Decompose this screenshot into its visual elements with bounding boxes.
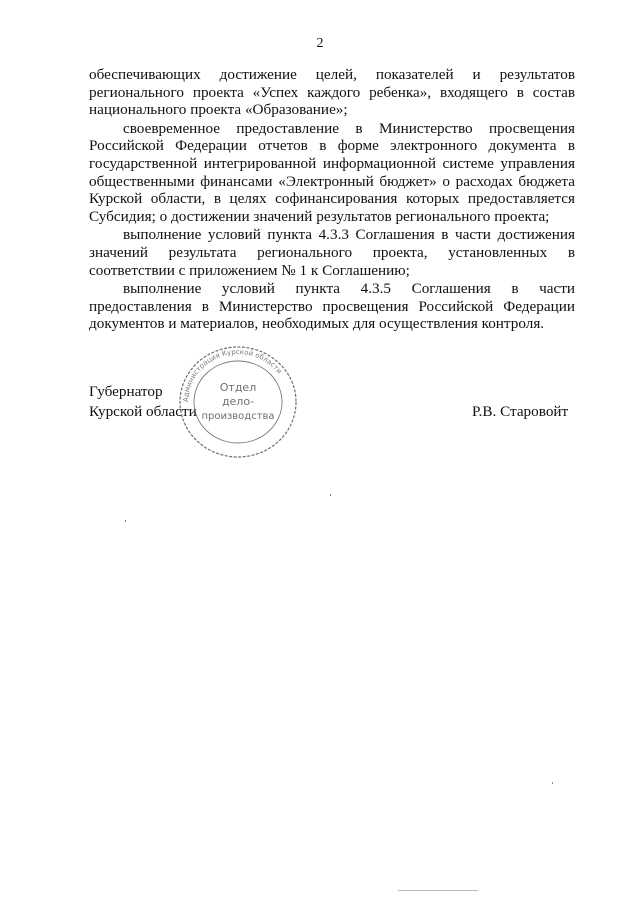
paragraph-continuation: обеспечивающих достижение целей, показателей и результатов регионального проекта «Успех каждого ребенка», входящего в состав национального проекта «Образование»; xyxy=(89,66,575,119)
stamp-seal-icon xyxy=(175,343,301,461)
paragraph-reporting: своевременное предоставление в Министерство просвещения Российской Федерации отчетов в форме электронного документа в государственной интегрированной информационной системе управления общественными финансами «Электронный бюджет» о расходах бюджета Курской области, в целях софинансирования которых предоставляется Субсидия; о достижении значений результатов регионального проекта; xyxy=(89,119,575,225)
document-body xyxy=(89,66,575,334)
scan-speck xyxy=(552,782,553,784)
stamp-ring-text: Администрация Курской области xyxy=(181,347,284,403)
signature-title-line2: Курской области xyxy=(89,403,197,420)
scan-edge-line xyxy=(398,890,478,891)
scan-speck xyxy=(125,520,126,522)
paragraph-condition-435: выполнение условий пункта 4.3.5 Соглашения в части предоставления в Министерство просвещения Российской Федерации документов и материалов, необходимых для осуществления контроля. xyxy=(89,280,575,333)
scan-speck xyxy=(330,494,331,496)
signatory-name: Р.В. Старовойт xyxy=(472,403,569,420)
signature-title-line1: Губернатор xyxy=(89,383,163,400)
stamp-line-3: производства xyxy=(201,411,275,422)
stamp-line-2: дело- xyxy=(221,395,255,408)
paragraph-condition-433: выполнение условий пункта 4.3.3 Соглашения в части достижения значений результата регионального проекта, установленных в соответствии с приложением № 1 к Соглашению; xyxy=(89,226,575,279)
stamp-line-1: Отдел xyxy=(219,381,257,394)
page-number: 2 xyxy=(316,36,324,51)
official-stamp xyxy=(175,343,301,461)
